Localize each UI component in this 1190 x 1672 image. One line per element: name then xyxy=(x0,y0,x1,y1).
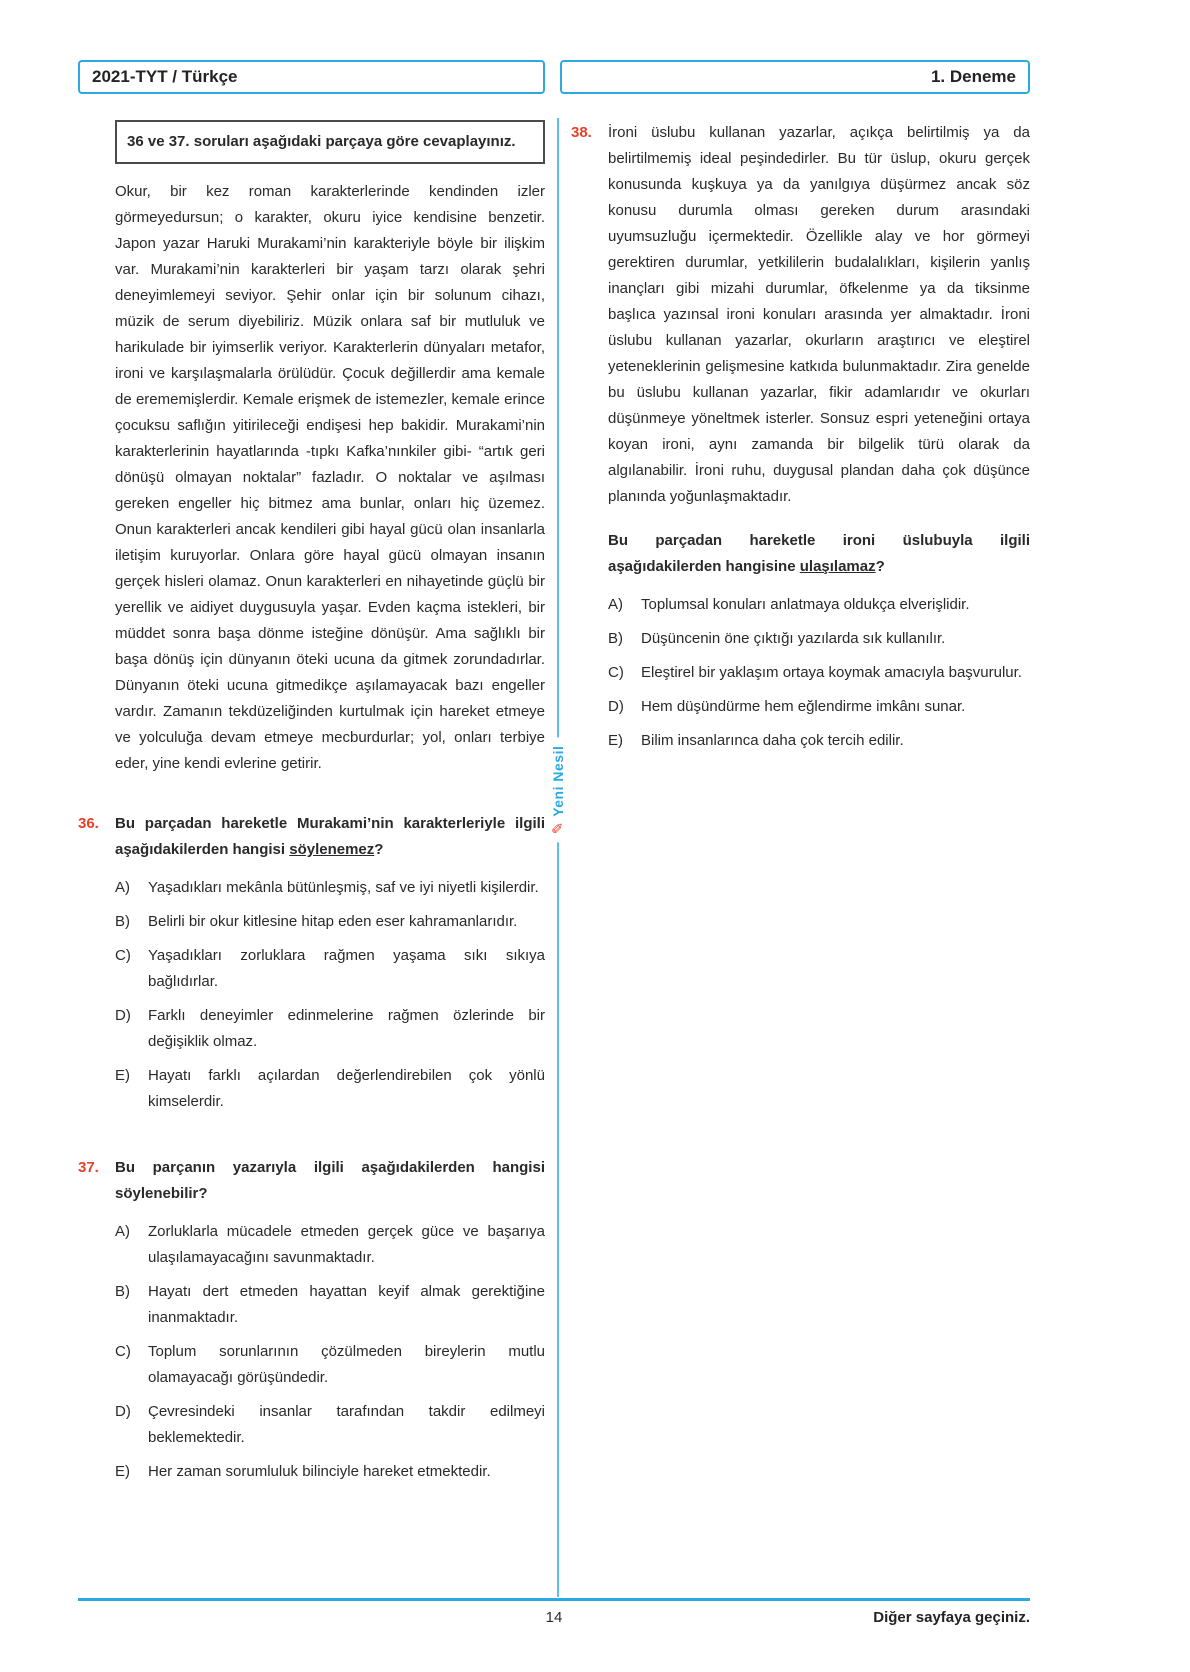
option-text: Eleştirel bir yaklaşım ortaya koymak amacıyla başvurulur. xyxy=(641,664,1022,681)
option-letter: B) xyxy=(115,1283,130,1300)
option-text: Düşüncenin öne çıktığı yazılarda sık kullanılır. xyxy=(641,630,946,647)
option-letter: D) xyxy=(115,1007,131,1024)
stem-underlined-word: ulaşılamaz xyxy=(799,558,876,575)
stem-underlined-word: söylenemez xyxy=(289,841,375,858)
header-exam-box xyxy=(560,60,1030,94)
option-letter: C) xyxy=(115,947,131,964)
stem-text: Bu parçadan hareketle Murakami’nin karakterleriyle ilgili aşağıdakilerden hangisi xyxy=(115,815,545,858)
question-36-stem xyxy=(115,811,545,863)
page-number: 14 xyxy=(545,1609,563,1626)
question-38-stem xyxy=(608,528,1030,580)
left-column xyxy=(78,120,545,1493)
question-37-stem: Bu parçanın yazarıyla ilgili aşağıdakilerden hangisi söylenebilir? xyxy=(115,1159,545,1202)
question-37 xyxy=(78,1155,545,1485)
question-36-number: 36. xyxy=(78,815,99,832)
question-38 xyxy=(571,120,1030,754)
column-divider xyxy=(557,118,559,1597)
option-text: Toplum sorunlarının çözülmeden bireylerin mutlu olamayacağı görüşündedir. xyxy=(148,1343,545,1386)
stem-suffix: ? xyxy=(374,841,384,858)
option-text: Zorluklarla mücadele etmeden gerçek güce ve başarıya ulaşılamayacağını savunmaktadır. xyxy=(148,1223,545,1266)
option-letter: B) xyxy=(115,913,130,930)
option-a xyxy=(115,1219,545,1271)
option-letter: E) xyxy=(608,732,623,749)
option-letter: C) xyxy=(608,664,624,681)
option-letter: D) xyxy=(115,1403,131,1420)
option-b xyxy=(115,909,545,935)
header-subject-box xyxy=(78,60,545,94)
option-c xyxy=(115,943,545,995)
instruction-text: 36 ve 37. soruları aşağıdaki parçaya göre cevaplayınız. xyxy=(127,133,516,150)
option-letter: E) xyxy=(115,1463,130,1480)
yeni-nesil-logo xyxy=(546,738,570,843)
footer-row xyxy=(78,1609,1030,1626)
option-b xyxy=(115,1279,545,1331)
question-36-options xyxy=(115,875,545,1115)
passage-murakami: Okur, bir kez roman karakterlerinde kendinden izler görmeyedursun; o karakter, okuru iyice kendisine benzetir. Japon yazar Haruki Murakami’nin karakteriyle böyle bir ilişkim var. Murakami’nin karakterleri bir yaşam tarzı olarak şehri deneyimlemeyi seviyor. Şehir onlar için bir solunum cihazı, müzik de serum diyebiliriz. Müzik onlara saf bir mutluluk ve harikulade bir iyimserlik veriyor. Karakterlerin dünyaları metafor, ironi ve karşılaşmalarla örülüdür. Çocuk değillerdir ama kemale de erememişlerdir. Kemale erişmek de istemezler, kemale erince çocuksu saflığın yitirileceği endişesi hep bakidir. Murakami’nin karakterlerinin hayatlarında -tıpkı Kafka’nınkiler gibi- “artık geri dönüşü olmayan noktalar” fazladır. O noktalar ve aşılması gereken engeller hiç bitmez ama bunlar, onları hiç üzemez. Onun karakterleri ancak kendileri gibi hayal gücü olan insanlarla iletişim kuruyorlar. Onlara göre hayal gücü olmayan insanın gerçek hisleri olamaz. Onun karakterleri en nihayetinde güçlü bir yerellik ve aidiyet duygusuyla yaşar. Evden kaçma istekleri, bir müddet sonra başa dönme isteğine dönüşür. Ama sağlıklı bir başa dönüş için dünyanın öteki ucuna da gitmek zorundadırlar. Dünyanın öteki ucuna gitmedikçe aşılamayacak bazı engeller vardır. Zamanın tekdüzeliğinden kurtulmak için hareket etmeye ve yolculuğa devam etmeye mecburdurlar; yol, onları terbiye eder, yine kendi evlerine getirir. xyxy=(115,183,545,772)
option-text: Çevresindeki insanlar tarafından takdir edilmeyi beklemektedir. xyxy=(148,1403,545,1446)
option-text: Yaşadıkları mekânla bütünleşmiş, saf ve iyi niyetli kişilerdir. xyxy=(148,879,539,896)
option-text: Yaşadıkları zorluklara rağmen yaşama sıkı sıkıya bağlıdırlar. xyxy=(148,947,545,990)
question-37-number: 37. xyxy=(78,1159,99,1176)
option-c xyxy=(608,660,1030,686)
option-d xyxy=(115,1003,545,1055)
option-letter: A) xyxy=(115,1223,130,1240)
option-d xyxy=(608,694,1030,720)
option-a xyxy=(115,875,545,901)
right-column xyxy=(572,120,1030,1493)
option-e xyxy=(115,1063,545,1115)
option-d xyxy=(115,1399,545,1451)
option-text: Bilim insanlarınca daha çok tercih edilir. xyxy=(641,732,904,749)
option-text: Farklı deneyimler edinmelerine rağmen özlerinde bir değişiklik olmaz. xyxy=(148,1007,545,1050)
next-page-note: Diğer sayfaya geçiniz. xyxy=(873,1609,1030,1626)
question-36 xyxy=(78,811,545,1115)
option-text: Hayatı dert etmeden hayattan keyif almak gerektiğine inanmaktadır. xyxy=(148,1283,545,1326)
option-c xyxy=(115,1339,545,1391)
option-e xyxy=(608,728,1030,754)
option-letter: A) xyxy=(608,596,623,613)
header-exam-title: 1. Deneme xyxy=(930,67,1016,86)
pencil-icon: ✎ xyxy=(549,821,567,835)
option-text: Toplumsal konuları anlatmaya oldukça elverişlidir. xyxy=(641,596,970,613)
question-37-options xyxy=(115,1219,545,1485)
instruction-box xyxy=(115,120,545,164)
footer-divider-line xyxy=(78,1598,1030,1601)
option-b xyxy=(608,626,1030,652)
question-38-number: 38. xyxy=(571,124,592,141)
option-text: Belirli bir okur kitlesine hitap eden eser kahramanlarıdır. xyxy=(148,913,518,930)
question-38-options xyxy=(608,592,1030,754)
option-letter: D) xyxy=(608,698,624,715)
option-a xyxy=(608,592,1030,618)
option-letter: A) xyxy=(115,879,130,896)
option-text: Her zaman sorumluluk bilinciyle hareket etmektedir. xyxy=(148,1463,491,1480)
option-letter: E) xyxy=(115,1067,130,1084)
option-e xyxy=(115,1459,545,1485)
stem-suffix: ? xyxy=(875,558,885,575)
option-letter: B) xyxy=(608,630,623,647)
page-header xyxy=(78,60,1030,94)
passage-irony: İroni üslubu kullanan yazarlar, açıkça belirtilmiş ya da belirtilmemiş ideal peşindedirler. Bu tür üslup, okuru gerçek konusunda kuşkuya ya da yanılgıya düşürmez ancak söz konusu durumla olması gereken durum arasındaki uyumsuzluğu içermektedir. Özellikle alay ve hor görmeyi gerektiren durumlar, yetkililerin budalalıkları, kişilerin yanlış inançları gibi mizahi durumlar, öfkelenme ya da tiksinme başlıca yazınsal ironi konuları arasında yer almaktadır. İroni üslubu kullanan yazarlar, okurların araştırıcı ve eleştirel yeteneklerinin gelişmesine katkıda bulunmaktadır. Zira genelde bu üslubu kullanan yazarlar, fikir adamlarıdır ve okurları düşünmeye yöneltmek isterler. Sonsuz espri yeteneğini ortaya koyan ironi, aynı zamanda bir bilgelik türü olarak da algılanabilir. İroni ruhu, duygusal plandan daha çok düşünce planında yoğunlaşmaktadır. xyxy=(608,124,1030,505)
stem-text: Bu parçadan hareketle ironi üslubuyla ilgili aşağıdakilerden hangisine xyxy=(608,532,1030,575)
option-letter: C) xyxy=(115,1343,131,1360)
logo-text: Yeni Nesil xyxy=(550,745,566,817)
page-footer xyxy=(78,1598,1030,1626)
option-text: Hem düşündürme hem eğlendirme imkânı sunar. xyxy=(641,698,966,715)
header-subject-title: 2021-TYT / Türkçe xyxy=(92,67,238,86)
option-text: Hayatı farklı açılardan değerlendirebilen çok yönlü kimselerdir. xyxy=(148,1067,545,1110)
